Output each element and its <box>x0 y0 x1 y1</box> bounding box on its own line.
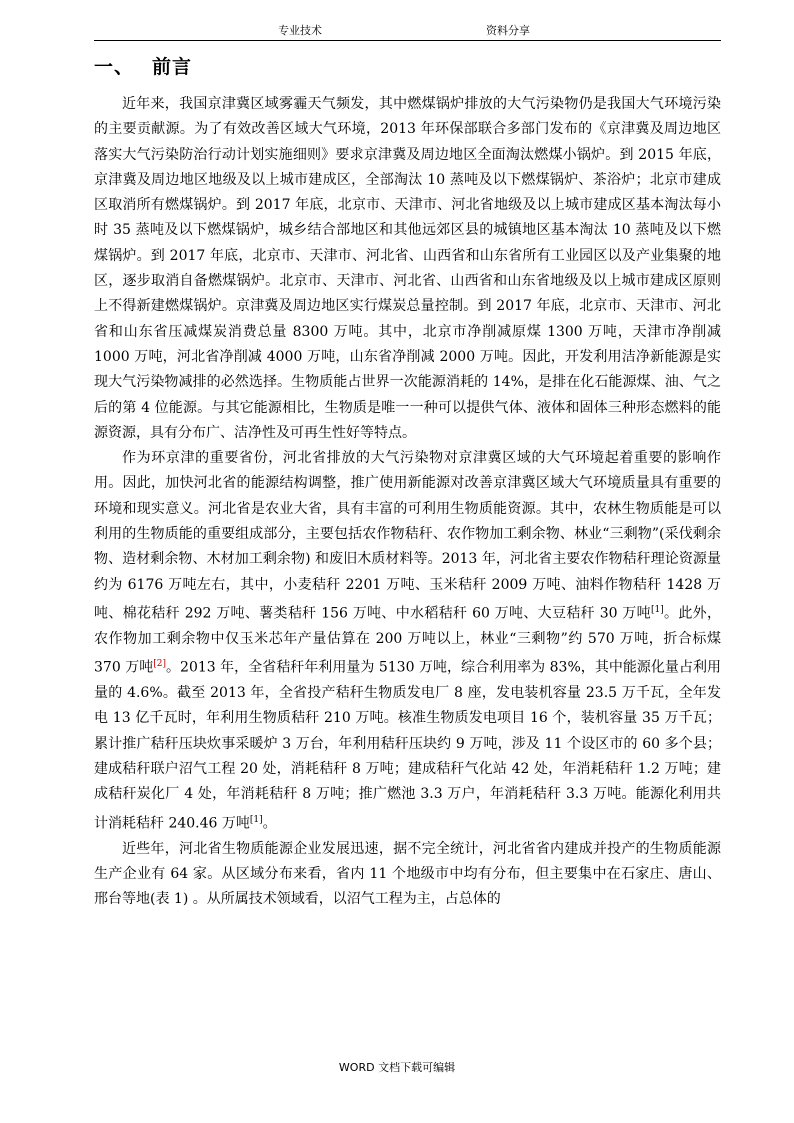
paragraph-1: 近年来，我国京津冀区域雾霾天气频发，其中燃煤锅炉排放的大气污染物仍是我国大气环境污染的主要贡献源。为了有效改善区域大气环境，2013 年环保部联合多部门发布的《京津冀及周边地区落实大气污染防治行动计划实施细则》要求京津冀及周边地区全面淘汰燃煤小锅炉。到 2015 年底，京津冀及周边地区地级及以上城市建成区，全部淘汰 10 蒸吨及以下燃煤锅炉、茶浴炉；北京市建成区取消所有燃煤锅炉。到 2017 年底，北京市、天津市、河北省地级及以上城市建成区基本淘汰每小时 35 蒸吨及以下燃煤锅炉，城乡结合部地区和其他远郊区县的城镇地区基本淘汰 10 蒸吨及以下燃煤锅炉。到 2017 年底，北京市、天津市、河北省、山西省和山东省所有工业园区以及产业集聚的地区，逐步取消自备燃煤锅炉。北京市、天津市、河北省、山西省和山东省地级及以上城市建成区原则上不得新建燃煤锅炉。京津冀及周边地区实行煤炭总量控制。到 2017 年底，北京市、天津市、河北省和山东省压减煤炭消费总量 8300 万吨。其中，北京市净削减原煤 1300 万吨，天津市净削减 1000 万吨，河北省净削减 4000 万吨，山东省净削减 2000 万吨。因此，开发利用洁净新能源是实现大气污染物减排的必然选择。生物质能占世界一次能源消耗的 14%，是排在化石能源煤、油、气之后的第 4 位能源。与其它能源相比，生物质是唯一一种可以提供气体、液体和固体三种形态燃料的能源资源，具有分布广、洁净性及可再生性好等特点。 <box>94 96 721 441</box>
page-header <box>94 0 721 41</box>
section-title: 前言 <box>152 56 193 78</box>
page-footer: WORD 文档下载可编辑 <box>338 1061 456 1074</box>
citation-ref-link[interactable]: [2] <box>153 659 166 670</box>
paragraph-2 <box>94 446 721 836</box>
paragraph-3: 近些年，河北省生物质能源企业发展迅速，据不完全统计，河北省省内建成并投产的生物质能源生产企业有 64 家。从区域分布来看，省内 11 个地级市中均有分布，但主要集中在石家庄、唐山、邢台等地(表 1) 。从所属技术领域看，以沼气工程为主，占总体的 <box>94 840 721 908</box>
paragraph-2-part-c: 。2013 年，全省秸秆年利用量为 5130 万吨，综合利用率为 83%，其中能源化量占利用量的 4.6%。截至 2013 年，全省投产秸秆生物质发电厂 8 座，发电装机容量 23.5 万千瓦，全年发电 13 亿千瓦时，年利用生物质秸秆 210 万吨。核准生物质发电项目 16 个，装机容量 35 万千瓦；累计推广秸秆压块炊事采暖炉 3 万台，年利用秸秆压块约 9 万吨，涉及 11 个设区市的 60 多个县；建成秸秆联户沼气工程 20 处，消耗秸秆 8 万吨；建成秸秆气化站 42 处，年消耗秸秆 1.2 万吨；建成秸秆炭化厂 4 处，年消耗秸秆 8 万吨；推广燃池 3.3 万户，年消耗秸秆 3.3 万吨。能源化利用共计消耗秸秆 240.46 万吨 <box>94 659 721 832</box>
section-number: 一、 <box>94 56 135 78</box>
header-left-text: 专业技术 <box>278 24 322 37</box>
paragraph-2-part-d: 。 <box>262 815 277 832</box>
citation-ref[interactable]: [1] <box>650 604 664 615</box>
header-right-text: 资料分享 <box>486 24 530 37</box>
citation-ref[interactable]: [1] <box>249 814 263 825</box>
paragraph-2-part-b: 。此外，农作物加工剩余物中仅玉米芯年产量估算在 200 万吨以上，林业“三剩物”约 570 万吨，折合标煤 370 万吨 <box>94 605 721 676</box>
body-text <box>94 92 721 912</box>
paragraph-2-part-a: 作为环京津的重要省份，河北省排放的大气污染物对京津冀区域的大气环境起着重要的影响作用。因此，加快河北省的能源结构调整，推广使用新能源对改善京津冀区域大气环境质量具有重要的环境和现实意义。河北省是农业大省，具有丰富的可利用生物质能资源。其中，农林生物质能是可以利用的生物质能的重要组成部分，主要包括农作物秸秆、农作物加工剩余物、林业“三剩物”(采伐剩余物、造材剩余物、木材加工剩余物) 和废旧木质材料等。2013 年，河北省主要农作物秸秆理论资源量约为 6176 万吨左右，其中，小麦秸秆 2201 万吨、玉米秸秆 2009 万吨、油料作物秸秆 1428 万吨、棉花秸秆 292 万吨、薯类秸秆 156 万吨、中水稻秸秆 60 万吨、大豆秸秆 30 万吨 <box>94 450 721 622</box>
section-heading <box>94 52 192 79</box>
